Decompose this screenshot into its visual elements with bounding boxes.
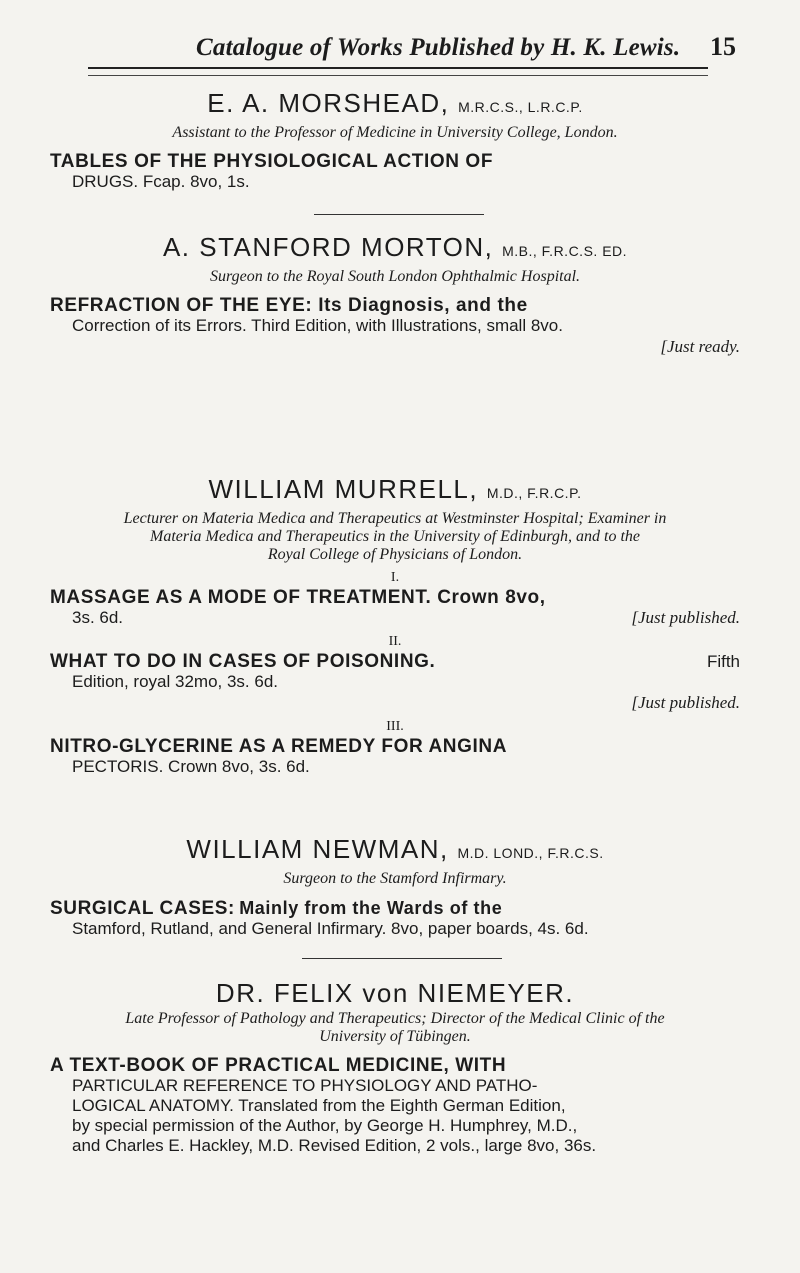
entry-murrell	[50, 474, 740, 777]
work-title: NITRO-GLYCERINE AS A REMEDY FOR ANGINA	[50, 736, 508, 757]
work-numeral: III.	[386, 719, 404, 734]
work-title: WHAT TO DO IN CASES OF POISONING.	[50, 651, 436, 672]
author-name: WILLIAM NEWMAN,	[186, 834, 449, 864]
work-details-line: by special permission of the Author, by George H. Humphrey, M.D.,	[72, 1116, 578, 1135]
work-numeral: II.	[388, 634, 402, 649]
author-degrees: M.R.C.S., L.R.C.P.	[458, 99, 583, 115]
work-details: Stamford, Rutland, and General Infirmary. 8vo, paper boards, 4s. 6d.	[72, 919, 589, 938]
work-item	[50, 296, 740, 357]
work-details-line: LOGICAL ANATOMY. Translated from the Eighth German Edition,	[72, 1096, 566, 1115]
position-line: Late Professor of Pathology and Therapeutics; Director of the Medical Clinic of the	[125, 1010, 665, 1027]
work-title: REFRACTION OF THE EYE: Its Diagnosis, and the	[50, 295, 528, 316]
work-title: SURGICAL CASES:	[50, 898, 235, 919]
work-title: MASSAGE AS A MODE OF TREATMENT. Crown 8vo,	[50, 587, 546, 608]
section-divider	[302, 958, 502, 959]
entry-niemeyer	[50, 978, 740, 1156]
author-name: WILLIAM MURRELL,	[208, 474, 479, 504]
author-name: A. STANFORD MORTON,	[162, 232, 494, 262]
position-line: Materia Medica and Therapeutics in the University of Edinburgh, and to the	[150, 528, 640, 545]
work-numeral: I.	[390, 570, 400, 585]
work-item	[50, 588, 740, 628]
author-position: Assistant to the Professor of Medicine in University College, London.	[172, 124, 618, 141]
work-item	[50, 737, 740, 777]
author-degrees: M.D. LOND., F.R.C.S.	[457, 845, 604, 861]
work-title: TABLES OF THE PHYSIOLOGICAL ACTION OF	[50, 151, 494, 172]
author-position	[50, 1010, 740, 1046]
work-item	[50, 152, 740, 192]
author-position	[50, 510, 740, 564]
author-name: E. A. MORSHEAD,	[207, 88, 450, 118]
author-degrees: M.D., F.R.C.P.	[486, 485, 582, 501]
author-heading	[50, 232, 740, 266]
work-item	[50, 652, 740, 713]
work-details: Correction of its Errors. Third Edition, with Illustrations, small 8vo.	[72, 316, 563, 335]
work-title-tail: Fifth	[706, 652, 740, 671]
author-heading	[50, 474, 740, 508]
entry-morshead	[50, 88, 740, 192]
author-heading	[50, 834, 740, 868]
publication-status: [Just published.	[631, 608, 740, 627]
work-title: A TEXT-BOOK OF PRACTICAL MEDICINE, WITH	[50, 1055, 507, 1076]
position-line: University of Tübingen.	[319, 1028, 471, 1045]
publication-status: [Just published.	[631, 693, 740, 712]
running-head	[0, 30, 800, 70]
author-name: DR. FELIX von NIEMEYER.	[215, 978, 575, 1008]
author-position: Surgeon to the Stamford Infirmary.	[283, 870, 507, 887]
work-details: DRUGS. Fcap. 8vo, 1s.	[72, 172, 250, 191]
work-details: Edition, royal 32mo, 3s. 6d.	[72, 672, 279, 691]
entry-morton	[50, 232, 740, 357]
work-details-line: PARTICULAR REFERENCE TO PHYSIOLOGY AND PATHO-	[72, 1076, 538, 1095]
author-position: Surgeon to the Royal South London Ophthalmic Hospital.	[209, 268, 581, 285]
author-degrees: M.B., F.R.C.S. ED.	[502, 243, 628, 259]
position-line: Lecturer on Materia Medica and Therapeutics at Westminster Hospital; Examiner in	[123, 510, 667, 527]
author-heading	[50, 88, 740, 122]
work-details: PECTORIS. Crown 8vo, 3s. 6d.	[72, 757, 310, 776]
publication-status: [Just ready.	[660, 337, 740, 356]
work-details	[50, 608, 740, 628]
head-rule	[88, 67, 708, 76]
work-item	[50, 898, 740, 939]
work-price: 3s. 6d.	[72, 608, 124, 627]
section-divider	[314, 214, 484, 215]
work-item	[50, 1056, 740, 1156]
page-number: 15	[710, 32, 736, 61]
running-title: Catalogue of Works Published by H. K. Lewis.	[196, 34, 681, 61]
entry-newman	[50, 834, 740, 939]
position-line: Royal College of Physicians of London.	[267, 546, 523, 563]
author-heading	[50, 978, 740, 1008]
work-details-line: and Charles E. Hackley, M.D. Revised Edition, 2 vols., large 8vo, 36s.	[72, 1136, 597, 1155]
work-title-tail: Mainly from the Wards of the	[239, 898, 503, 918]
